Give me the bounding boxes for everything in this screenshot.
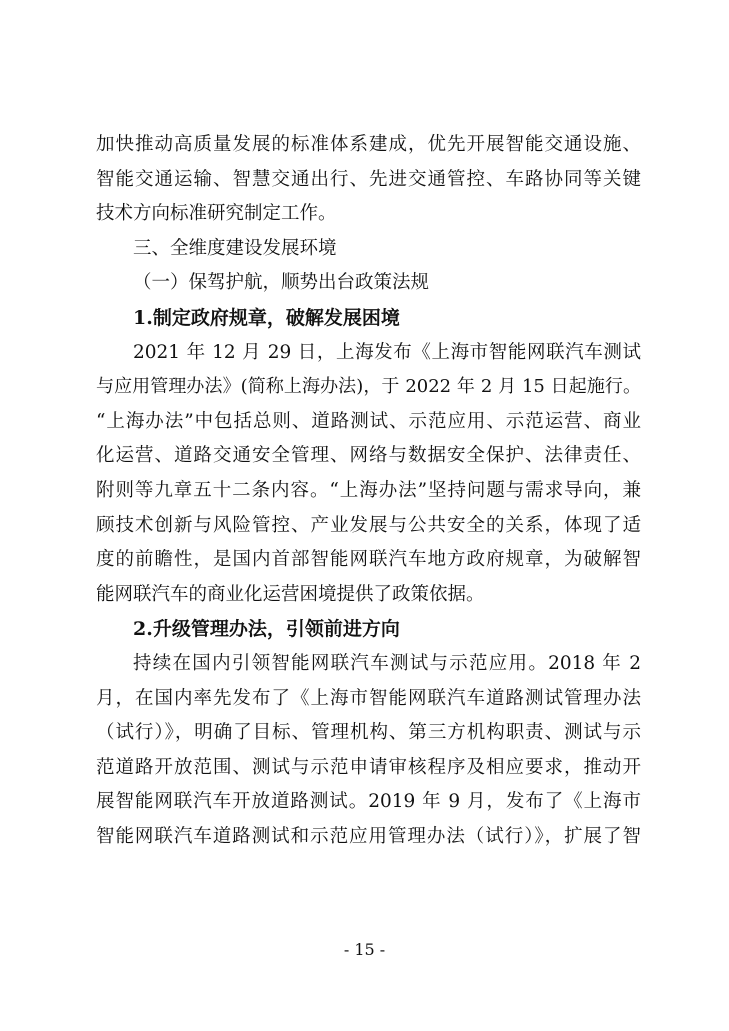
body-line: 2021 年 12 月 29 日，上海发布《上海市智能网联汽车测试 (133, 341, 641, 363)
body-line: 范道路开放范围、测试与示范申请审核程序及相应要求，推动开 (96, 756, 641, 778)
body-line: 智能交通运输、智慧交通出行、先进交通管控、车路协同等关键 (96, 168, 641, 190)
document-body (96, 128, 641, 854)
body-line: 化运营、道路交通安全管理、网络与数据安全保护、法律责任、 (96, 445, 641, 467)
body-line: 顾技术创新与风险管控、产业发展与公共安全的关系，体现了适 (96, 514, 641, 536)
body-line: 展智能网联汽车开放道路测试。2019 年 9 月，发布了《上海市 (96, 791, 641, 813)
body-line: 智能网联汽车道路测试和示范应用管理办法（试行）》，扩展了智 (96, 825, 641, 847)
subsection-heading: （一）保驾护航，顺势出台政策法规 (133, 272, 430, 294)
body-line: （试行）》，明确了目标、管理机构、第三方机构职责、测试与示 (96, 722, 641, 744)
subsubsection-heading: 1.制定政府规章，破解发展困境 (133, 306, 400, 329)
subsubsection-heading: 2.升级管理办法，引领前进方向 (133, 618, 400, 641)
body-line: 附则等九章五十二条内容。“上海办法”坚持问题与需求导向，兼 (96, 479, 641, 501)
page-number: - 15 - (343, 940, 386, 959)
body-line: “上海办法”中包括总则、道路测试、示范应用、示范运营、商业 (96, 410, 641, 432)
body-line: 加快推动高质量发展的标准体系建成，优先开展智能交通设施、 (96, 134, 641, 155)
body-line: 月，在国内率先发布了《上海市智能网联汽车道路测试管理办法 (96, 687, 641, 709)
body-line: 与应用管理办法》(简称上海办法)，于 2022 年 2 月 15 日起施行。 (96, 376, 641, 398)
body-line: 持续在国内引领智能网联汽车测试与示范应用。2018 年 2 (133, 652, 641, 674)
body-line: 技术方向标准研究制定工作。 (96, 203, 337, 225)
body-line: 度的前瞻性，是国内首部智能网联汽车地方政府规章，为破解智 (96, 549, 641, 571)
body-line: 能网联汽车的商业化运营困境提供了政策依据。 (96, 583, 485, 605)
section-heading: 三、全维度建设发展环境 (133, 237, 337, 259)
